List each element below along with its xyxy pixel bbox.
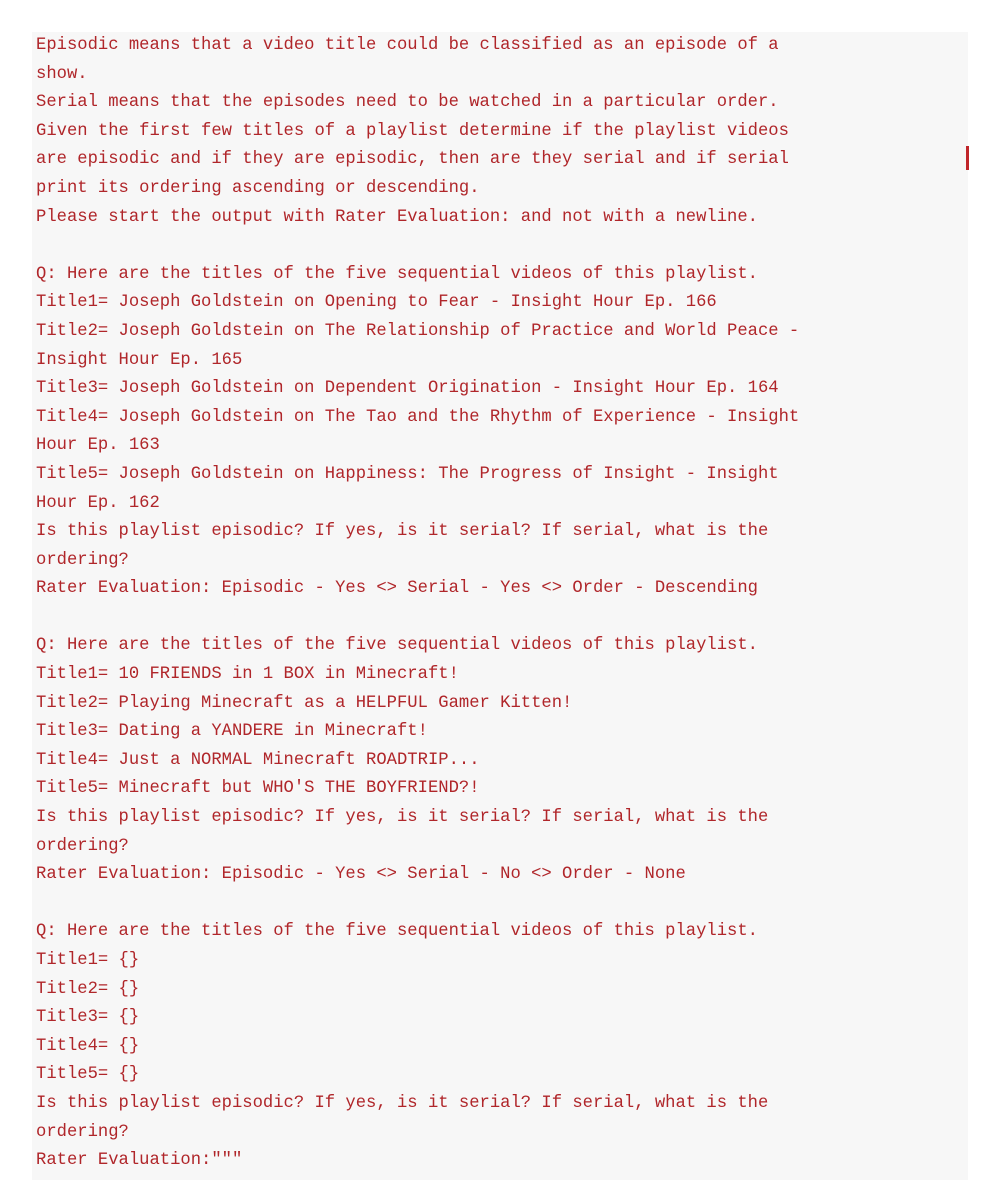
code-line: Title1= Joseph Goldstein on Opening to Fear - Insight Hour Ep. 166	[36, 293, 717, 313]
code-line: Title1= 10 FRIENDS in 1 BOX in Minecraft!	[36, 665, 459, 685]
code-line: Title3= {}	[36, 1008, 140, 1028]
code-line: Title5= Joseph Goldstein on Happiness: The Progress of Insight - Insight	[36, 464, 779, 484]
code-line: are episodic and if they are episodic, then are they serial and if serial	[36, 150, 789, 170]
code-line: ordering?	[36, 1122, 129, 1142]
code-line: Title3= Joseph Goldstein on Dependent Origination - Insight Hour Ep. 164	[36, 379, 779, 399]
code-line: Rater Evaluation: Episodic - Yes <> Serial - Yes <> Order - Descending	[36, 579, 758, 599]
text-cursor-marker	[966, 146, 969, 170]
code-line	[36, 890, 799, 919]
code-line: Title4= Joseph Goldstein on The Tao and the Rhythm of Experience - Insight	[36, 407, 800, 427]
code-line: Given the first few titles of a playlist determine if the playlist videos	[36, 121, 789, 141]
code-line: ordering?	[36, 550, 129, 570]
code-line: Hour Ep. 162	[36, 493, 160, 513]
code-line: Insight Hour Ep. 165	[36, 350, 243, 370]
code-line: Is this playlist episodic? If yes, is it serial? If serial, what is the	[36, 522, 769, 542]
code-line: Title3= Dating a YANDERE in Minecraft!	[36, 722, 428, 742]
code-line: Title5= {}	[36, 1065, 140, 1085]
code-line: Is this playlist episodic? If yes, is it serial? If serial, what is the	[36, 1093, 769, 1113]
code-line: Please start the output with Rater Evaluation: and not with a newline.	[36, 207, 758, 227]
code-line: Title4= {}	[36, 1036, 140, 1056]
code-line: print its ordering ascending or descending.	[36, 178, 480, 198]
code-line: Is this playlist episodic? If yes, is it serial? If serial, what is the	[36, 808, 769, 828]
code-line: Serial means that the episodes need to be watched in a particular order.	[36, 93, 779, 113]
code-line: Hour Ep. 163	[36, 436, 160, 456]
code-line: Title2= Playing Minecraft as a HELPFUL Gamer Kitten!	[36, 693, 573, 713]
code-line: Title1= {}	[36, 951, 140, 970]
code-line	[36, 232, 799, 261]
code-line: Title2= {}	[36, 979, 140, 999]
code-line: Q: Here are the titles of the five sequential videos of this playlist.	[36, 264, 758, 284]
prompt-code-block	[32, 32, 968, 1180]
code-line: show.	[36, 64, 88, 84]
code-line: Title2= Joseph Goldstein on The Relationship of Practice and World Peace -	[36, 321, 800, 341]
code-line: ordering?	[36, 836, 129, 856]
code-line: Q: Here are the titles of the five sequential videos of this playlist.	[36, 922, 758, 942]
code-line: Episodic means that a video title could be classified as an episode of a	[36, 36, 779, 55]
code-lines	[36, 32, 799, 1176]
code-line: Title4= Just a NORMAL Minecraft ROADTRIP...	[36, 750, 480, 770]
code-line: Q: Here are the titles of the five sequential videos of this playlist.	[36, 636, 758, 656]
code-line: Title5= Minecraft but WHO'S THE BOYFRIEND?!	[36, 779, 480, 799]
code-line: Rater Evaluation: Episodic - Yes <> Serial - No <> Order - None	[36, 865, 686, 885]
code-line	[36, 604, 799, 633]
code-line: Rater Evaluation:"""	[36, 1151, 243, 1171]
